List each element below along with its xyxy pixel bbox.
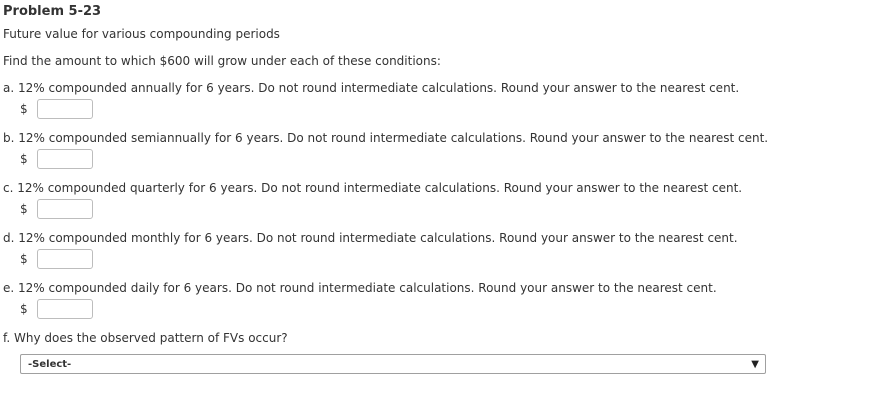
question-e-answer-row [20, 297, 93, 321]
dollar-sign: $ [20, 152, 28, 166]
answer-input-d[interactable] [37, 249, 93, 269]
dollar-sign: $ [20, 302, 28, 316]
question-b-answer-row [20, 147, 93, 171]
select-value: -Select- [28, 358, 72, 370]
answer-input-c[interactable] [37, 199, 93, 219]
question-b-label: b. 12% compounded semiannually for 6 years. Do not round intermediate calculations. Round your answer to the nearest cent. [3, 131, 769, 145]
answer-input-e[interactable] [37, 299, 93, 319]
dollar-sign: $ [20, 252, 28, 266]
question-d-label: d. 12% compounded monthly for 6 years. Do not round intermediate calculations. Round your answer to the nearest cent. [3, 231, 738, 245]
question-f-label: f. Why does the observed pattern of FVs occur? [3, 331, 288, 345]
answer-input-b[interactable] [37, 149, 93, 169]
question-e-label: e. 12% compounded daily for 6 years. Do not round intermediate calculations. Round your answer to the nearest cent. [3, 281, 717, 295]
question-c-label: c. 12% compounded quarterly for 6 years. Do not round intermediate calculations. Round your answer to the nearest cent. [3, 181, 743, 195]
explanation-select[interactable] [20, 354, 766, 374]
dropdown-arrow-icon: ▼ [751, 358, 759, 370]
answer-input-a[interactable] [37, 99, 93, 119]
question-a-answer-row [20, 97, 93, 121]
dollar-sign: $ [20, 102, 28, 116]
problem-subtitle: Future value for various compounding periods [3, 27, 280, 41]
question-c-answer-row [20, 197, 93, 221]
problem-intro: Find the amount to which $600 will grow under each of these conditions: [3, 54, 441, 68]
problem-title: Problem 5-23 [3, 4, 102, 19]
dollar-sign: $ [20, 202, 28, 216]
question-a-label: a. 12% compounded annually for 6 years. Do not round intermediate calculations. Round your answer to the nearest cent. [3, 81, 740, 95]
question-d-answer-row [20, 247, 93, 271]
